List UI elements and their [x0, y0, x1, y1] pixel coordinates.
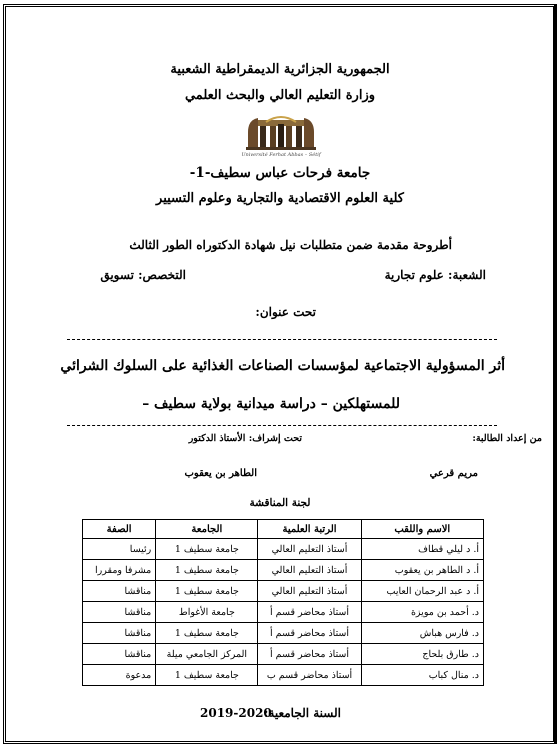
column-header-university: الجامعة	[156, 520, 258, 539]
member-role: رئيسا	[83, 539, 156, 560]
member-role: مناقشا	[83, 623, 156, 644]
member-university: جامعة سطيف 1	[156, 560, 258, 581]
ministry-name: وزارة التعليم العالي والبحث العلمي	[184, 88, 376, 103]
university-name: جامعة فرحات عباس سطيف-1-	[189, 165, 371, 181]
member-name: د. طارق بلحاج	[361, 644, 483, 665]
table-row	[83, 539, 484, 560]
column-header-role: الصفة	[83, 520, 156, 539]
member-rank: أستاذ محاضر قسم أ	[258, 644, 361, 665]
member-rank: أستاذ التعليم العالي	[258, 560, 361, 581]
branch: الشعبة: علوم تجارية	[384, 268, 486, 282]
member-university: جامعة الأغواط	[156, 602, 258, 623]
table-row	[83, 665, 484, 686]
member-university: جامعة سطيف 1	[156, 581, 258, 602]
member-role: مناقشا	[83, 581, 156, 602]
member-role: مشرفا ومقررا	[83, 560, 156, 581]
supervisor-label: تحت إشراف: الأستاذ الدكتور	[188, 433, 302, 444]
title-rule-top	[67, 339, 497, 340]
table-row	[83, 560, 484, 581]
column-header-rank: الرتبة العلمية	[258, 520, 361, 539]
member-name: أ. د الطاهر بن يعقوب	[361, 560, 483, 581]
table-row	[83, 623, 484, 644]
member-university: جامعة سطيف 1	[156, 665, 258, 686]
member-name: د. أحمد بن مويزة	[361, 602, 483, 623]
university-logo	[242, 112, 320, 152]
specialty: التخصص: تسويق	[100, 268, 186, 282]
student-name: مريم قرعي	[429, 468, 478, 479]
member-university: المركز الجامعي ميلة	[156, 644, 258, 665]
committee-header-row	[83, 520, 484, 539]
logo-caption: Université Ferhat Abbas – Sétif	[241, 152, 321, 158]
member-rank: أستاذ محاضر قسم أ	[258, 623, 361, 644]
academic-year-value: 2019-2020	[200, 706, 272, 720]
member-name: أ. د ليلي قطاف	[361, 539, 483, 560]
student-label: من إعداد الطالبة:	[472, 433, 542, 444]
member-rank: أستاذ التعليم العالي	[258, 539, 361, 560]
member-rank: أستاذ محاضر قسم أ	[258, 602, 361, 623]
member-role: مناقشا	[83, 602, 156, 623]
member-university: جامعة سطيف 1	[156, 539, 258, 560]
committee-heading: لجنة المناقشة	[249, 497, 311, 509]
column-header-name: الاسم واللقب	[361, 520, 483, 539]
member-role: مناقشا	[83, 644, 156, 665]
thesis-purpose: أطروحة مقدمة ضمن متطلبات نيل شهادة الدكتوراه الطور الثالث	[129, 238, 452, 252]
member-name: أ. د عبد الرحمان العايب	[361, 581, 483, 602]
member-role: مدعوة	[83, 665, 156, 686]
table-row	[83, 602, 484, 623]
academic-year-label: السنة الجامعية:	[263, 706, 341, 720]
thesis-title-line1: أثر المسؤولية الاجتماعية لمؤسسات الصناعات الغذائية على السلوك الشرائي	[60, 358, 505, 374]
member-name: د. منال كباب	[361, 665, 483, 686]
member-name: د. فارس هباش	[361, 623, 483, 644]
under-title-label: تحت عنوان:	[255, 305, 316, 319]
page-border-right-edge	[554, 4, 557, 744]
supervisor-name: الطاهر بن يعقوب	[184, 468, 257, 479]
republic-name: الجمهورية الجزائرية الديمقراطية الشعبية	[170, 62, 390, 77]
title-rule-bottom	[67, 425, 497, 426]
member-university: جامعة سطيف 1	[156, 623, 258, 644]
table-row	[83, 644, 484, 665]
table-row	[83, 581, 484, 602]
committee-table	[82, 519, 484, 686]
member-rank: أستاذ التعليم العالي	[258, 581, 361, 602]
thesis-title-line2: للمستهلكين – دراسة ميدانية بولاية سطيف –	[142, 396, 400, 412]
member-rank: أستاذ محاضر قسم ب	[258, 665, 361, 686]
faculty-name: كلية العلوم الاقتصادية والتجارية وعلوم التسيير	[156, 191, 404, 206]
